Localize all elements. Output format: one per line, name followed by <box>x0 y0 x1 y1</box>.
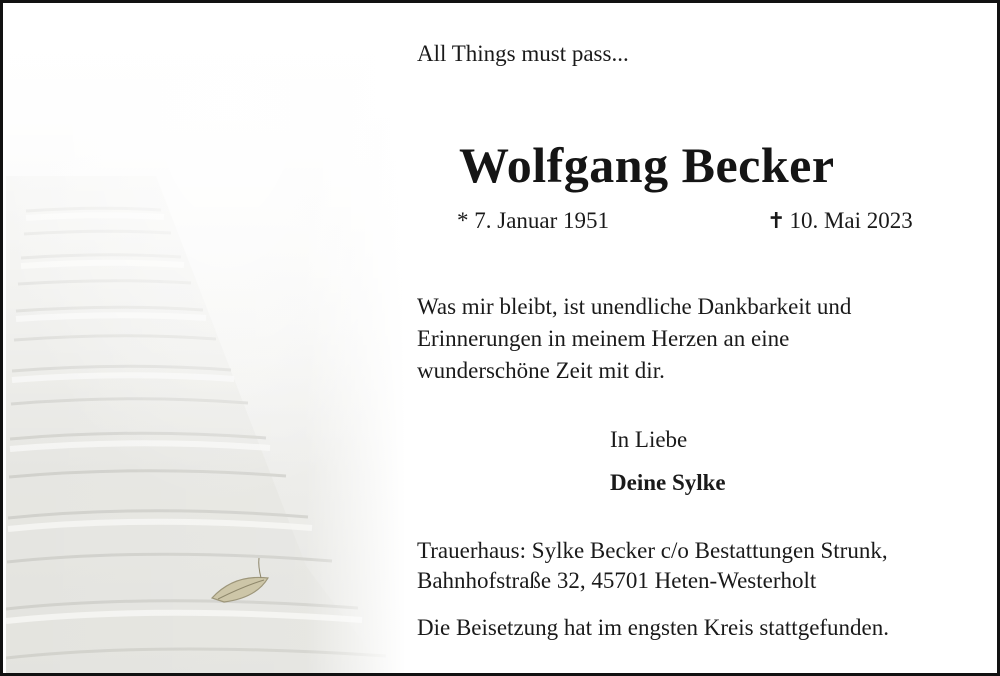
burial-note: Die Beisetzung hat im engsten Kreis stattgefunden. <box>417 615 890 640</box>
birth-date: 7. Januar 1951 <box>474 208 610 233</box>
motto: All Things must pass... <box>417 41 629 66</box>
cross-icon: ✝ <box>767 208 786 233</box>
death-date-line <box>767 208 913 234</box>
signature: Deine Sylke <box>610 470 726 495</box>
death-date: 10. Mai 2023 <box>789 208 913 233</box>
stairs-illustration <box>6 6 406 673</box>
address-line: Bahnhofstraße 32, 45701 Heten-Westerholt <box>417 568 817 593</box>
birth-symbol: * <box>457 208 469 233</box>
verse-line: Was mir bleibt, ist unendliche Dankbarkeit und <box>417 294 852 319</box>
birth-date-line <box>457 208 609 234</box>
verse-line: wunderschöne Zeit mit dir. <box>417 358 665 383</box>
mourning-house-address <box>417 536 888 596</box>
notice-text <box>415 3 985 673</box>
address-line: Trauerhaus: Sylke Becker c/o Bestattungen Strunk, <box>417 538 888 563</box>
verse <box>417 291 851 387</box>
stairs-photo <box>6 6 406 673</box>
verse-line: Erinnerungen in meinem Herzen an eine <box>417 326 790 351</box>
closing: In Liebe <box>610 427 688 452</box>
deceased-name: Wolfgang Becker <box>459 137 835 193</box>
